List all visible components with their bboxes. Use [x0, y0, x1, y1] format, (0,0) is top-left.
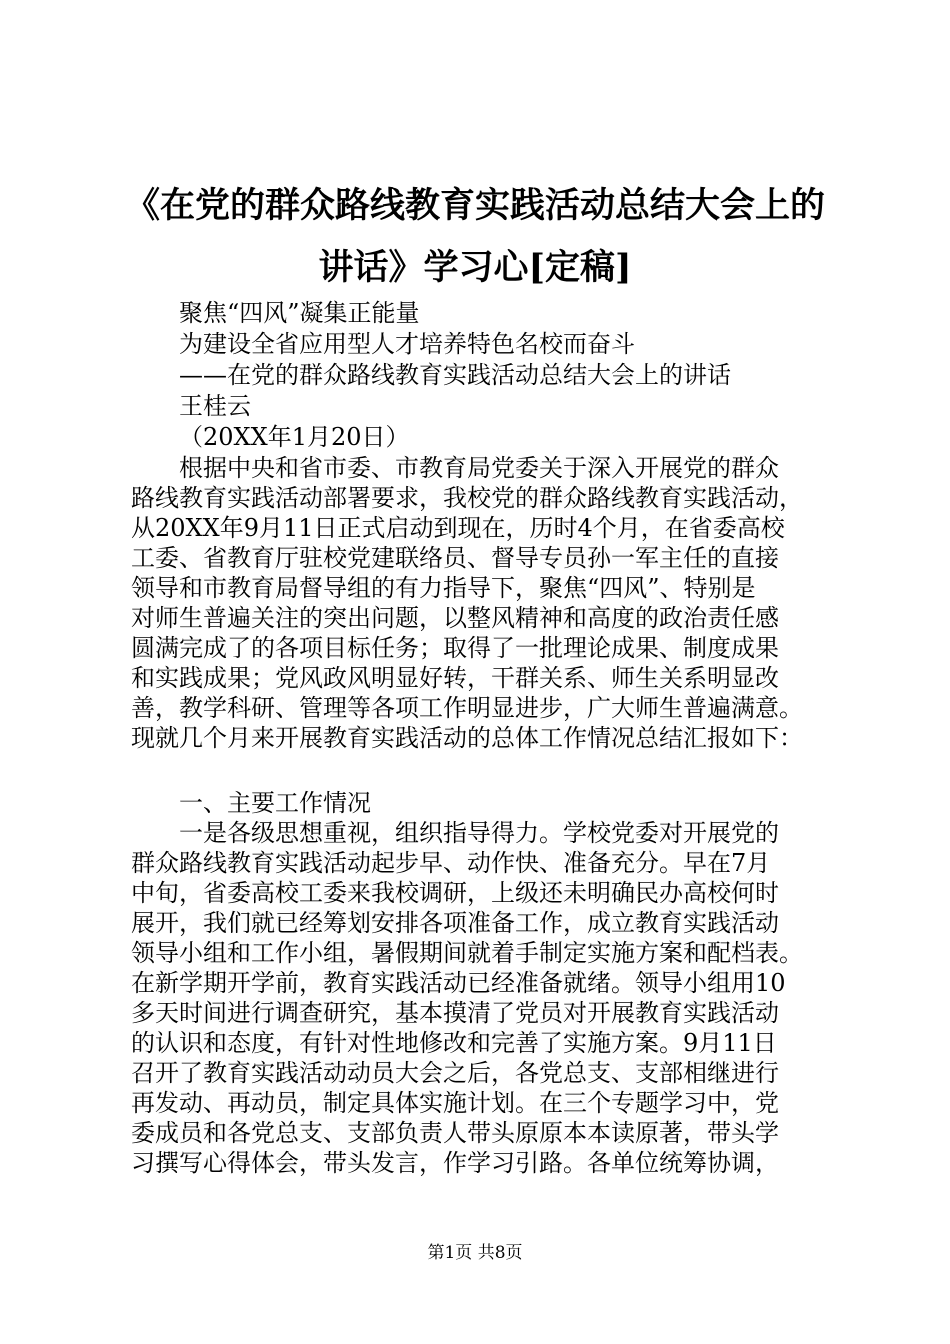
- paragraph-line: 再发动、再动员，制定具体实施计划。在三个专题学习中，党: [131, 1089, 779, 1117]
- subtitle-2: 为建设全省应用型人才培养特色名校而奋斗: [179, 330, 635, 358]
- author: 王桂云: [179, 392, 251, 420]
- paragraph-line: 根据中央和省市委、市教育局党委关于深入开展党的群众: [131, 454, 779, 482]
- paragraph-line: 群众路线教育实践活动起步早、动作快、准备充分。早在7月: [131, 849, 771, 877]
- paragraph-line: 圆满完成了的各项目标任务；取得了一批理论成果、制度成果: [131, 634, 779, 662]
- paragraph-line: 多天时间进行调查研究，基本摸清了党员对开展教育实践活动: [131, 999, 779, 1027]
- paragraph-line: 召开了教育实践活动动员大会之后，各党总支、支部相继进行: [131, 1059, 779, 1087]
- paragraph-line: 工委、省教育厅驻校党建联络员、督导专员孙一军主任的直接: [131, 544, 779, 572]
- paragraph-line: 从20XX年9月11日正式启动到现在，历时4个月，在省委高校: [131, 514, 785, 542]
- paragraph-line: 的认识和态度，有针对性地修改和完善了实施方案。9月11日: [131, 1029, 777, 1057]
- section-1-heading: 一、主要工作情况: [179, 789, 371, 817]
- document-title-line-2: 讲话》学习心[定稿]: [318, 247, 632, 288]
- page-footer: 第1页 共8页: [427, 1243, 523, 1263]
- paragraph-1: [131, 453, 831, 753]
- paragraph-line: 善，教学科研、管理等各项工作明显进步，广大师生普遍满意。: [131, 694, 803, 722]
- document-title-line-1: 《在党的群众路线教育实践活动总结大会上的: [124, 185, 825, 226]
- paragraph-line: 对师生普遍关注的突出问题，以整风精神和高度的政治责任感: [131, 604, 779, 632]
- paragraph-line: 展开，我们就已经筹划安排各项准备工作，成立教育实践活动: [131, 909, 779, 937]
- paragraph-line: 领导和市教育局督导组的有力指导下，聚焦“四风”、特别是: [131, 574, 756, 602]
- paragraph-line: 一是各级思想重视，组织指导得力。学校党委对开展党的: [131, 819, 779, 847]
- paragraph-line: 在新学期开学前，教育实践活动已经准备就绪。领导小组用10: [131, 969, 786, 997]
- paragraph-line: 习撰写心得体会，带头发言，作学习引路。各单位统筹协调，: [131, 1149, 779, 1177]
- speech-date: （20XX年1月20日）: [179, 423, 410, 451]
- paragraph-line: 和实践成果；党风政风明显好转，干群关系、师生关系明显改: [131, 664, 779, 692]
- paragraph-line: 领导小组和工作小组，暑假期间就着手制定实施方案和配档表。: [131, 939, 803, 967]
- subtitle-1: 聚焦“四风”凝集正能量: [179, 299, 420, 327]
- subtitle-3: ——在党的群众路线教育实践活动总结大会上的讲话: [179, 361, 731, 389]
- paragraph-line: 委成员和各党总支、支部负责人带头原原本本读原著，带头学: [131, 1119, 779, 1147]
- paragraph-2: [131, 818, 831, 1178]
- paragraph-line: 中旬，省委高校工委来我校调研，上级还未明确民办高校何时: [131, 879, 779, 907]
- paragraph-line: 路线教育实践活动部署要求，我校党的群众路线教育实践活动，: [131, 484, 803, 512]
- paragraph-line: 现就几个月来开展教育实践活动的总体工作情况总结汇报如下：: [131, 724, 803, 752]
